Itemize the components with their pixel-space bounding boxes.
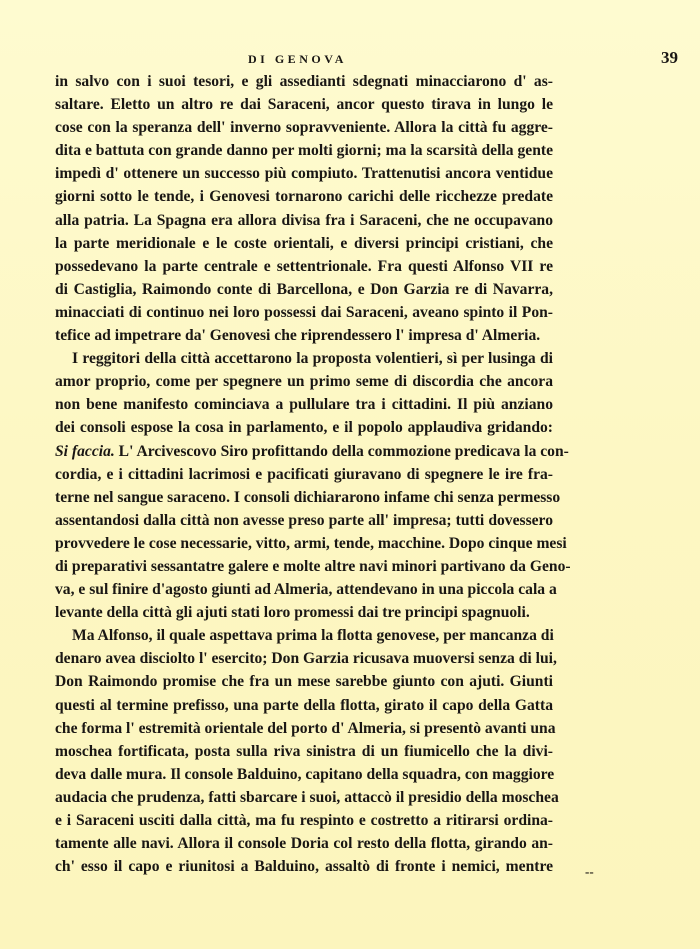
text-line: dita e battuta con grande danno per molti giorni; ma la scarsità della gente: [55, 142, 553, 160]
text-line: tamente alle navi. Allora il console Doria col resto della flotta, girando an-: [55, 835, 553, 853]
text-line: amor proprio, come per spegnere un primo seme di discordia che ancora: [55, 373, 553, 391]
body-text: [55, 70, 571, 878]
text-line: e i Saraceni usciti dalla città, ma fu respinto e costretto a ritirarsi ordina-: [55, 812, 553, 829]
italic-exclamation: Si faccia.: [55, 442, 115, 460]
text-line: dei consoli espose la cosa in parlamento, e il popolo applaudiva gridando:: [55, 419, 553, 437]
text-line: va, e sul finire d'agosto giunti ad Almeria, attendevano in una piccola cala a: [55, 581, 557, 599]
margin-mark: --: [585, 864, 594, 879]
text-line: impedì d' ottenere un successo più compiuto. Trattenutisi ancora ventidue: [55, 165, 553, 183]
running-head: DI GENOVA: [248, 52, 347, 66]
page-number: 39: [661, 48, 678, 67]
text-line: saltare. Eletto un altro re dai Saraceni, ancor questo tirava in lungo le: [55, 96, 553, 114]
text-line: che forma l' estremità orientale del porto d' Almeria, si presentò avanti una: [55, 719, 556, 737]
text-line-with-italic: [55, 440, 569, 463]
text-line: audacia che prudenza, fatti sbarcare i suoi, attaccò il presidio della moschea: [55, 788, 559, 806]
text-line: minacciati di continuo nei loro possessi dai Saraceni, aveano spinto il Pon-: [55, 303, 553, 321]
page-header: [55, 48, 678, 70]
text-line: levante della città gli ajuti stati loro promessi dai tre principi spagnuoli.: [55, 604, 530, 622]
text-line: non bene manifesto cominciava a pullulare tra i cittadini. Il più anziano: [55, 396, 553, 414]
text-line: terne nel sangue saraceno. I consoli dichiararono infame chi senza permesso: [55, 488, 561, 506]
text-line: giorni sotto le tende, i Genovesi tornarono carichi delle ricchezze predate: [55, 188, 553, 206]
paragraph-2: [55, 347, 571, 624]
text-line: la parte meridionale e le coste orientali, e diversi principi cristiani, che: [55, 234, 553, 252]
text-line: deva dalle mura. Il console Balduino, capitano della squadra, con maggiore: [55, 765, 555, 783]
text-line: cose con la speranza dell' inverno sopravveniente. Allora la città fu aggre-: [55, 119, 553, 137]
text-line: moschea fortificata, posta sulla riva sinistra di un fiumicello che la divi-: [55, 742, 553, 760]
text-line-rest: L' Arcivescovo Siro profittando della commozione predicava la con-: [118, 442, 569, 460]
text-line: Ma Alfonso, il quale aspettava prima la flotta genovese, per mancanza di: [72, 627, 554, 645]
text-line: denaro avea disciolto l' esercito; Don Garzia ricusava muoversi senza di lui,: [55, 650, 557, 668]
text-line: di Castiglia, Raimondo conte di Barcellona, e Don Garzia re di Navarra,: [55, 280, 553, 298]
text-line: ch' esso il capo e riunitosi a Balduino, assaltò di fronte i nemici, mentre: [55, 858, 553, 876]
text-line: alla patria. La Spagna era allora divisa fra i Saraceni, che ne occupavano: [55, 211, 553, 229]
text-line: provvedere le cose necessarie, vitto, armi, tende, macchine. Dopo cinque mesi: [55, 534, 567, 552]
text-line: cordia, e i cittadini lacrimosi e pacificati giuravano di spegnere le ire fra-: [55, 465, 553, 483]
text-line: tefice ad impetrare da' Genovesi che riprendessero l' impresa d' Almeria.: [55, 327, 541, 345]
text-line: possedevano la parte centrale e settentrionale. Fra questi Alfonso VII re: [55, 257, 553, 275]
text-line: I reggitori della città accettarono la proposta volentieri, sì per lusinga di: [72, 350, 553, 368]
paragraph-3: [55, 624, 559, 878]
paragraph-1: [55, 70, 553, 347]
text-line: di preparativi sessantatre galere e molte altre navi minori partivano da Geno-: [55, 557, 571, 575]
text-line: Don Raimondo promise che fra un mese sarebbe giunto con ajuti. Giunti: [55, 673, 553, 691]
text-line: questi al termine prefisso, una parte della flotta, girato il capo della Gatta: [55, 696, 553, 714]
text-line: assentandosi dalla città non avesse preso parte all' impresa; tutti dovessero: [55, 511, 553, 529]
text-line: in salvo con i suoi tesori, e gli assedianti sdegnati minacciarono d' as-: [55, 73, 553, 90]
